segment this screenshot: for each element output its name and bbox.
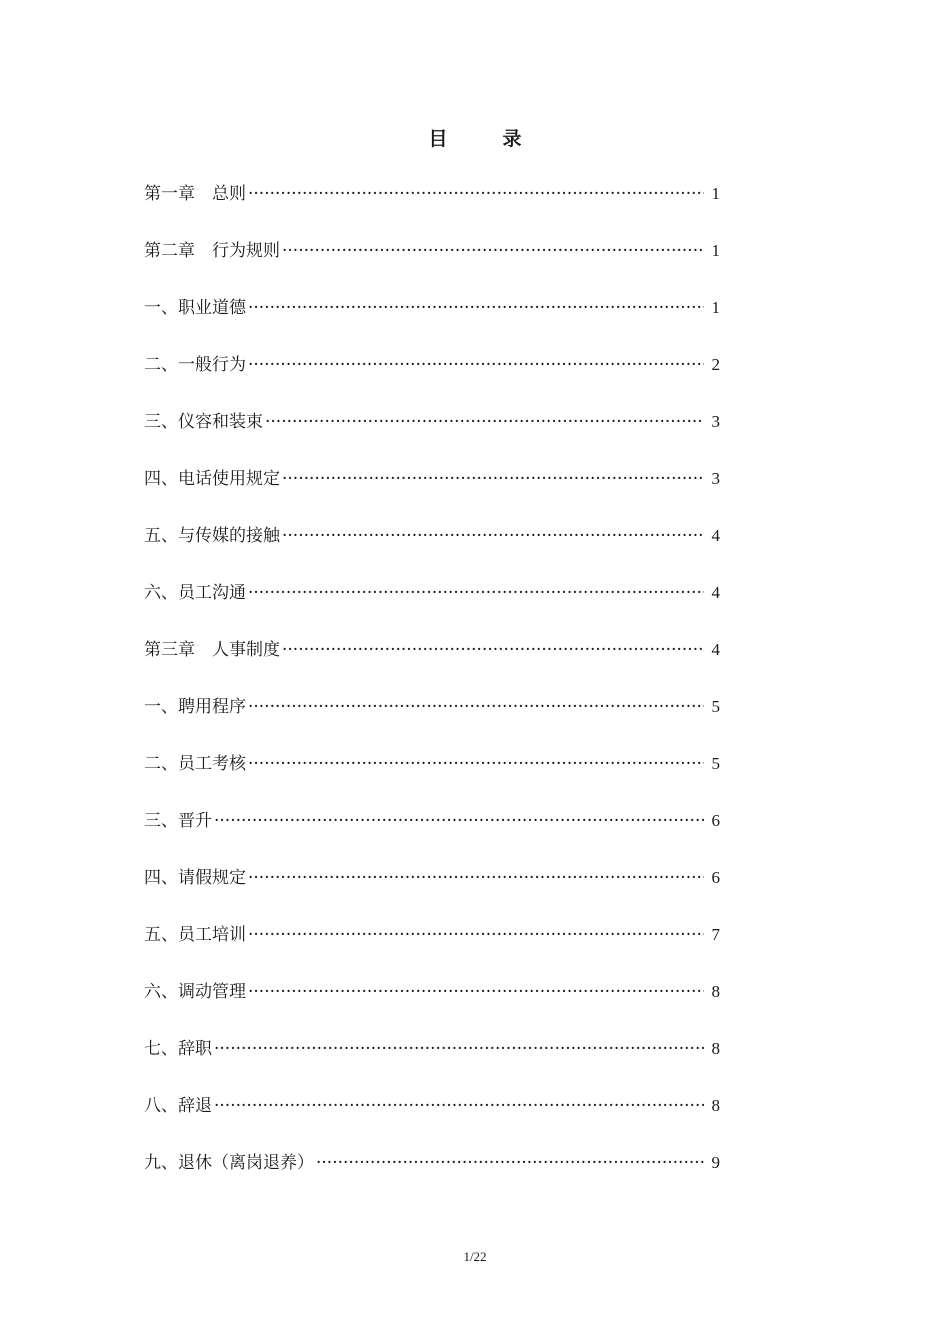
toc-entry-page-number: 3 (711, 412, 720, 431)
toc-entry[interactable] (144, 518, 720, 575)
toc-title: 目 录 (428, 128, 540, 150)
toc-entry-label: 九、退休（离岗退养） (144, 1153, 314, 1173)
dot-leader (248, 290, 704, 326)
toc-entry[interactable] (144, 290, 720, 347)
toc-entry[interactable] (144, 689, 720, 746)
toc-entry[interactable] (144, 575, 720, 632)
toc-entry-label: 第二章 行为规则 (144, 241, 280, 261)
toc-entry[interactable] (144, 1031, 720, 1088)
toc-entry[interactable] (144, 860, 720, 917)
toc-entry-page-number: 4 (711, 583, 720, 602)
toc-entry-label: 三、仪容和装束 (144, 412, 263, 432)
toc-entry[interactable] (144, 404, 720, 461)
toc-entry[interactable] (144, 347, 720, 404)
toc-entry-label: 二、一般行为 (144, 355, 246, 375)
toc-entry-label: 八、辞退 (144, 1096, 212, 1116)
dot-leader (214, 1088, 704, 1124)
toc-entry-page-number: 3 (711, 469, 720, 488)
toc-entry-page-number: 2 (711, 355, 720, 374)
toc-entry-page-number: 1 (711, 298, 720, 317)
toc-entry-label: 四、请假规定 (144, 868, 246, 888)
toc-entry-page-number: 5 (711, 697, 720, 716)
dot-leader (248, 575, 704, 611)
dot-leader (248, 974, 704, 1010)
dot-leader (248, 689, 704, 725)
dot-leader (248, 860, 704, 896)
dot-leader (248, 746, 704, 782)
toc-entry-page-number: 8 (711, 982, 720, 1001)
toc-entry-page-number: 8 (711, 1039, 720, 1058)
toc-entry-page-number: 1 (711, 241, 720, 260)
toc-entry[interactable] (144, 746, 720, 803)
toc-entry-label: 五、员工培训 (144, 925, 246, 945)
toc-entry-page-number: 4 (711, 526, 720, 545)
dot-leader (316, 1145, 704, 1181)
toc-entry[interactable] (144, 632, 720, 689)
toc-entry-label: 五、与传媒的接触 (144, 526, 280, 546)
table-of-contents (144, 176, 720, 1202)
toc-entry-label: 六、员工沟通 (144, 583, 246, 603)
toc-entry-page-number: 4 (711, 640, 720, 659)
toc-entry[interactable] (144, 233, 720, 290)
toc-entry-page-number: 6 (711, 868, 720, 887)
dot-leader (282, 632, 704, 668)
dot-leader (265, 404, 704, 440)
toc-entry-label: 一、职业道德 (144, 298, 246, 318)
toc-entry-label: 一、聘用程序 (144, 697, 246, 717)
toc-entry[interactable] (144, 461, 720, 518)
dot-leader (248, 176, 704, 212)
toc-entry-label: 二、员工考核 (144, 754, 246, 774)
toc-entry-label: 四、电话使用规定 (144, 469, 280, 489)
toc-entry-page-number: 1 (711, 184, 720, 203)
page-number-footer: 1/22 (463, 1249, 487, 1264)
toc-entry-label: 三、晋升 (144, 811, 212, 831)
toc-entry[interactable] (144, 917, 720, 974)
toc-entry-page-number: 6 (711, 811, 720, 830)
toc-entry-page-number: 7 (711, 925, 720, 944)
dot-leader (214, 803, 704, 839)
dot-leader (248, 347, 704, 383)
toc-entry-label: 六、调动管理 (144, 982, 246, 1002)
toc-entry-page-number: 9 (711, 1153, 720, 1172)
toc-entry[interactable] (144, 1145, 720, 1202)
dot-leader (248, 917, 704, 953)
dot-leader (282, 461, 704, 497)
toc-entry[interactable] (144, 1088, 720, 1145)
toc-entry[interactable] (144, 974, 720, 1031)
toc-entry-label: 七、辞职 (144, 1039, 212, 1059)
toc-entry[interactable] (144, 176, 720, 233)
toc-entry-label: 第一章 总则 (144, 184, 246, 204)
dot-leader (282, 518, 704, 554)
toc-entry-page-number: 5 (711, 754, 720, 773)
toc-entry-label: 第三章 人事制度 (144, 640, 280, 660)
toc-entry[interactable] (144, 803, 720, 860)
dot-leader (282, 233, 704, 269)
dot-leader (214, 1031, 704, 1067)
toc-entry-page-number: 8 (711, 1096, 720, 1115)
